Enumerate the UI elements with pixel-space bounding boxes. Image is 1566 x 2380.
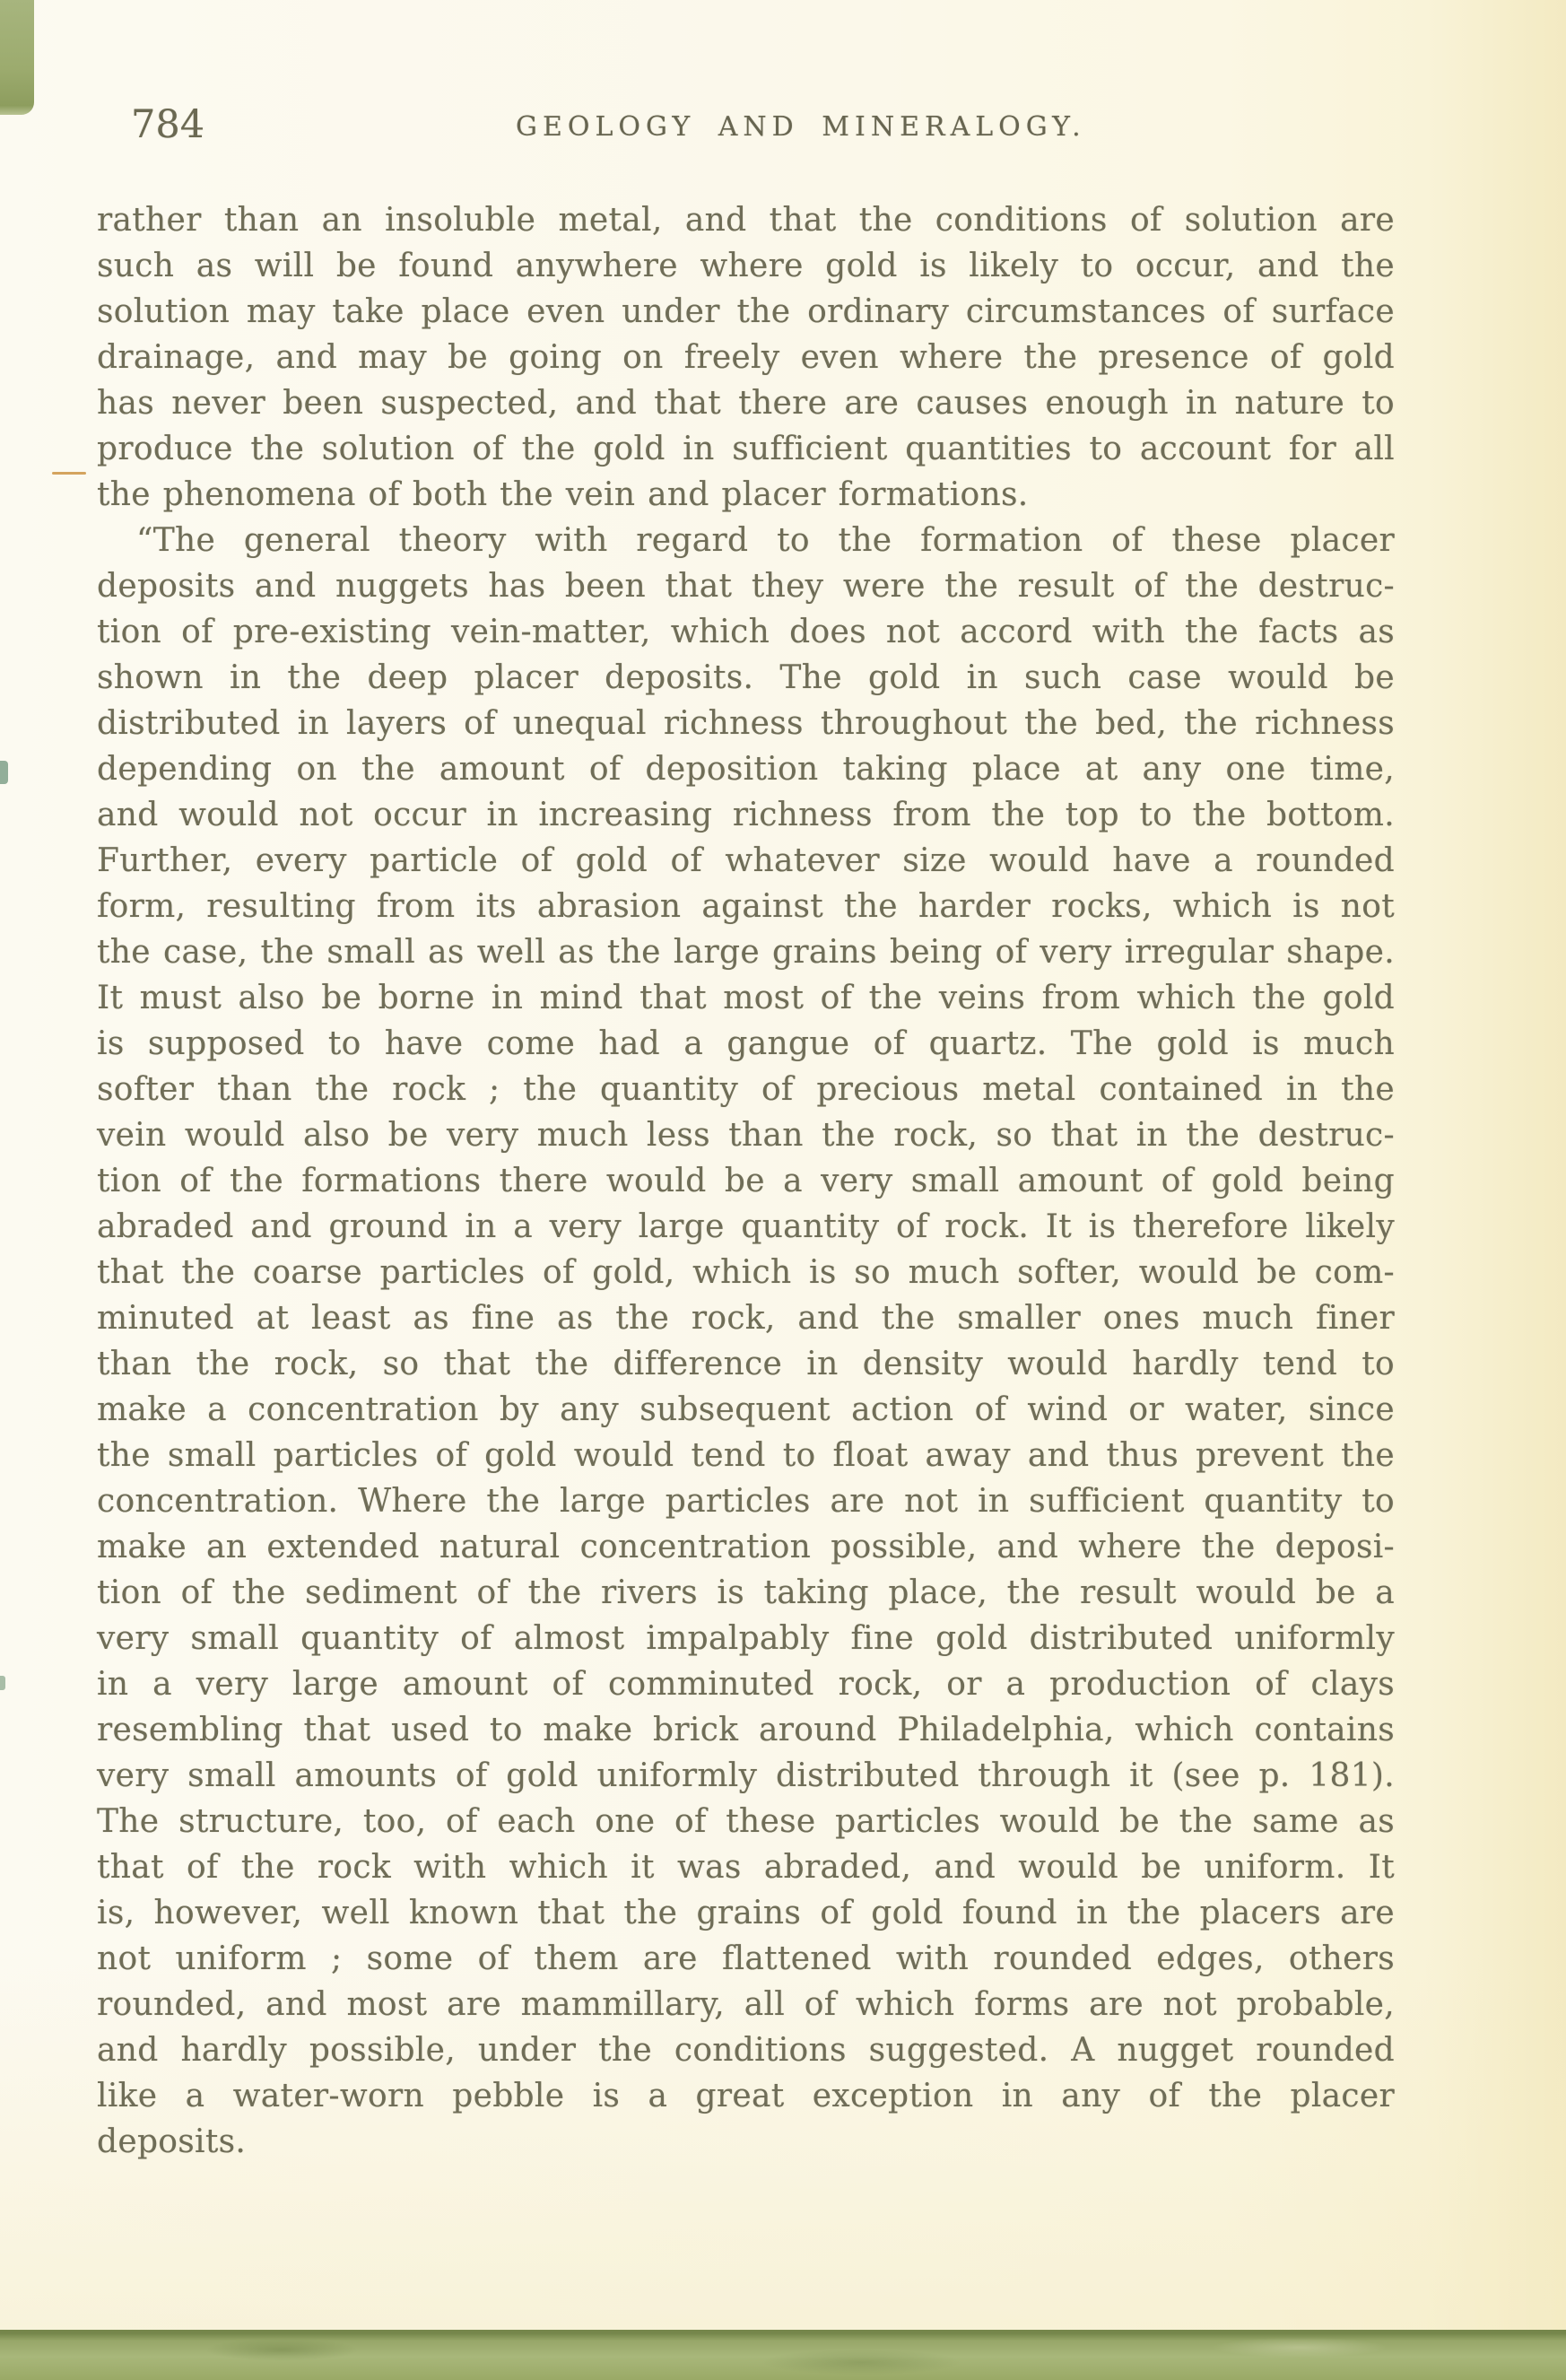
text-line: tion of the sediment of the rivers is taking place, the result would be a (97, 1574, 1395, 1611)
text-line: deposits and nuggets has been that they were the result of the destruc- (97, 568, 1395, 605)
text-line: is, however, well known that the grains of gold found in the placers are (97, 1895, 1395, 1931)
text-line: solution may take place even under the ordinary circumstances of surface (97, 293, 1395, 330)
text-line: form, resulting from its abrasion against the harder rocks, which is not (97, 888, 1395, 925)
text-line: the small particles of gold would tend to float away and thus prevent the (97, 1437, 1395, 1474)
text-line: the phenomena of both the vein and placer formations. (97, 476, 1029, 513)
page-number: 784 (131, 102, 205, 147)
text-line: such as will be found anywhere where gold is likely to occur, and the (97, 248, 1395, 284)
text-line: minuted at least as fine as the rock, and the smaller ones much finer (97, 1300, 1395, 1337)
text-line: rather than an insoluble metal, and that the conditions of solution are (97, 202, 1395, 239)
text-line: abraded and ground in a very large quantity of rock. It is therefore likely (97, 1208, 1395, 1245)
text-line: make an extended natural concentration possible, and where the deposi- (97, 1529, 1395, 1565)
text-line: resembling that used to make brick around Philadelphia, which contains (97, 1712, 1395, 1748)
text-line: that of the rock with which it was abraded, and would be uniform. It (97, 1849, 1395, 1886)
scan-edge-bottom (0, 2330, 1566, 2380)
text-line: softer than the rock ; the quantity of precious metal contained in the (97, 1071, 1395, 1108)
text-line: drainage, and may be going on freely even where the presence of gold (97, 339, 1395, 376)
text-line: that the coarse particles of gold, which is so much softer, would be com- (97, 1254, 1395, 1291)
scan-artifact (0, 761, 8, 784)
text-line: very small quantity of almost impalpably fine gold distributed uniformly (97, 1620, 1395, 1657)
text-line: It must also be borne in mind that most of the veins from which the gold (97, 980, 1395, 1016)
text-line: “The general theory with regard to the formation of these placer (136, 522, 1395, 559)
scan-artifact (0, 1676, 5, 1690)
text-line: Further, every particle of gold of whatever size would have a rounded (97, 842, 1395, 879)
text-line: not uniform ; some of them are flattened with rounded edges, others (97, 1940, 1395, 1977)
text-line: deposits. (97, 2123, 247, 2160)
text-line: and would not occur in increasing richness from the top to the bottom. (97, 797, 1395, 833)
scan-edge-top-left (0, 0, 34, 115)
text-line: make a concentration by any subsequent action of wind or water, since (97, 1391, 1395, 1428)
text-line: rounded, and most are mammillary, all of which forms are not probable, (97, 1986, 1395, 2023)
text-line: tion of the formations there would be a very small amount of gold being (97, 1163, 1395, 1199)
text-line: produce the solution of the gold in sufficient quantities to account for all (97, 431, 1395, 467)
scan-artifact (52, 472, 86, 475)
text-line: very small amounts of gold uniformly distributed through it (see p. 181). (97, 1757, 1395, 1794)
text-line: in a very large amount of comminuted rock, or a production of clays (97, 1666, 1395, 1703)
text-line: The structure, too, of each one of these particles would be the same as (97, 1803, 1395, 1840)
text-line: shown in the deep placer deposits. The gold in such case would be (97, 659, 1395, 696)
text-line: vein would also be very much less than the rock, so that in the destruc- (97, 1117, 1395, 1154)
text-line: like a water-worn pebble is a great exception in any of the placer (97, 2078, 1395, 2114)
text-line: than the rock, so that the difference in density would hardly tend to (97, 1346, 1395, 1382)
text-line: distributed in layers of unequal richness throughout the bed, the richness (97, 705, 1395, 742)
text-line: concentration. Where the large particles are not in sufficient quantity to (97, 1483, 1395, 1520)
body-text (97, 197, 1395, 2165)
text-line: tion of pre-existing vein-matter, which does not accord with the facts as (97, 614, 1395, 650)
text-line: depending on the amount of deposition taking place at any one time, (97, 751, 1395, 788)
text-line: and hardly possible, under the conditions suggested. A nugget rounded (97, 2032, 1395, 2069)
text-line: has never been suspected, and that there are causes enough in nature to (97, 385, 1395, 422)
text-line: the case, the small as well as the large grains being of very irregular shape. (97, 934, 1395, 971)
running-header: GEOLOGY AND MINERALOGY. (516, 111, 1086, 143)
text-line: is supposed to have come had a gangue of quartz. The gold is much (97, 1025, 1395, 1062)
